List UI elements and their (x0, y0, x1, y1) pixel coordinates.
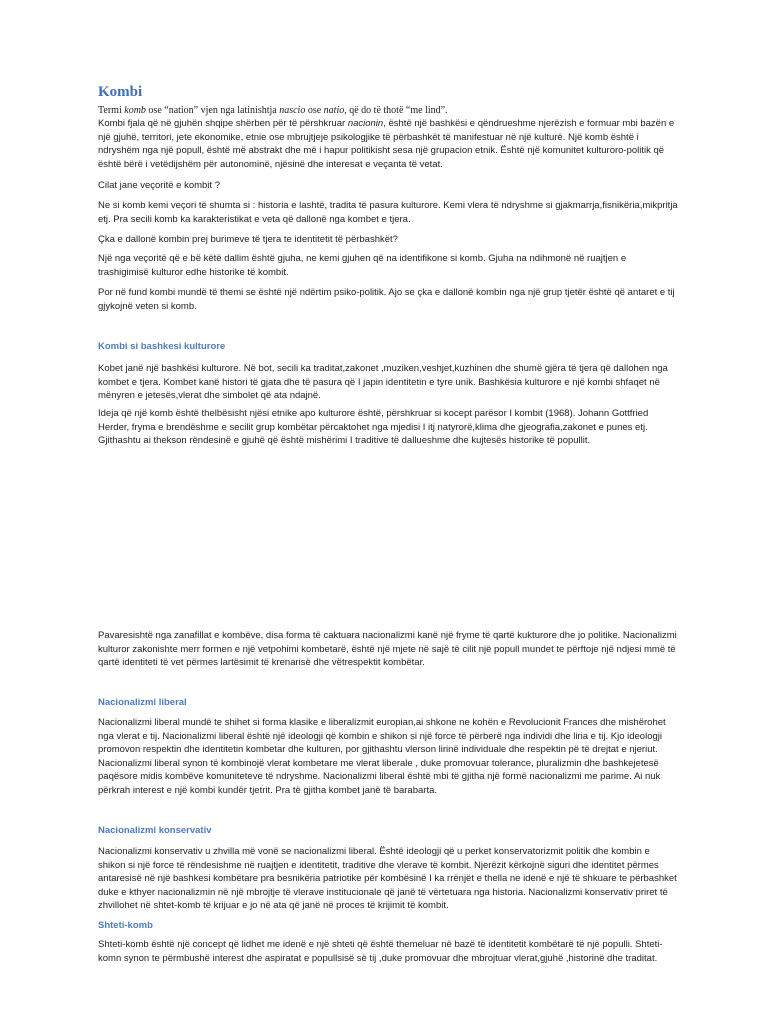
paragraph-herder: Ideja që një komb është thelbësisht njësi etnike apo kulturore është, përshkruar si kocept parësor I kombit (1968). Johann Gottfried Herder, fryma e brendëshme e secilit grup kombëtar përcaktohet nga mjedisi I itj natyrorë,klima dhe gjeografia,zakonet e punes etj. Gjithashtu ai thekson rëndesinë e gjuhë që është mishërimi I traditive të dallueshme dhe kujtesës historike të popullit. (98, 408, 649, 446)
heading-conservative-nationalism: Nacionalizmi konservativ (98, 825, 212, 836)
paragraph-features: Ne si komb kemi veçori të shumta si : historia e lashtë, tradita të pasura kulturore. Kemi vlera të ndryshme si gjakmarrja,fisnikëria,mikpritja etj. Pra secili komb ka karakteristikat e veta që dallonë nga kombet e tjera. (98, 200, 678, 225)
intro-paragraph-2 (98, 117, 678, 171)
intro-text: , është një bashkësi e qëndrueshme njerëzish e formuar mbi bazën e një gjuhë, territori, jete ekonomike, etnie ose mbrujtjeje psikologjike të përbashkët të manifestuar në një kulturë. Një komb është i ndryshëm nga një popull, është më abstrakt dhe më i hapur politikisht sesa një grupacion etnik. Është një komunitet kulturoro-politik që është bërë i vetëdijshëm për autonominë, njësinë dhe interesat e veçanta të vetat. (98, 118, 675, 170)
heading-liberal-nationalism: Nacionalizmi liberal (98, 697, 187, 708)
intro-text: Kombi fjala që në gjuhën shqipe shërben për të përshkruar (98, 118, 348, 129)
term-nacionin: nacionin (347, 118, 384, 129)
paragraph-cultural-community: Kobet janë një bashkësi kulturore. Në bot, secili ka traditat,zakonet ,muziken,veshjet,kuzhinen dhe shumë gjëra të tjera që dallohen nga kombet e tjera. Kombet kanë histori të gjata dhe të pasura që I japin identitetin e tyre unik. Bashkësia kulturore e një kombi shfaqet në mënyren e jetesës,vlerat dhe simbolet që ata ndajnë. (98, 363, 668, 401)
question-difference: Çka e dallonë kombin prej burimeve të tjera te identitetit të përbashkët? (98, 234, 398, 245)
paragraph-liberal-nationalism: Nacionalizmi liberal mundë te shihet si forma klasike e liberalizmit europian,ai shkone ne kohën e Revolucionit Frances dhe mishërohet nga vlerat e tij. Nacionalizmi liberal është një ideologji që kombin e shikon si një force të përberë nga individi dhe liria e tij. Kjo ideologji promovon respektin dhe identitetin kombetar dhe kulturen, por gjithashtu vlerson lirinë individuale dhe respektin pë të drejtat e njeriut. Nacionalizmi liberal synon të kombinojë vlerat kombetare me vlerat liberale , duke promovuar tolerance, pluralizmin dhe bashkejetesë paqësore midis kombëve komuniteteve të ndryshme. Nacionalizmi liberal është mbi të gjitha një formë nacionalizmi me parime. Ai nuk përkrah interest e një kombi kundër tjetrit. Pra të gjitha kombet janë të barabarta. (98, 717, 666, 796)
term-natio: natio (323, 105, 345, 116)
intro-text: , që do të thotë “me lind”. (344, 105, 448, 116)
term-nascio: nascio (279, 105, 306, 116)
intro-section (98, 104, 678, 171)
heading-nation-state: Shteti-komb (98, 920, 153, 931)
page-title: Kombi (98, 84, 143, 100)
heading-cultural-community: Kombi si bashkesi kulturore (98, 341, 226, 352)
paragraph-psycho-political: Por në fund kombi mundë të themi se është një ndërtim psiko-politik. Ajo se çka e dallonë kombin nga një grup tjetër është që antaret e tij gjykojnë veten si komb. (98, 287, 675, 312)
paragraph-conservative-nationalism: Nacionalizmi konservativ u zhvilla më vonë se nacionalizmi liberal. Është ideologji që u perket konservatorizmit politik dhe kombin e shikon si një force të rëndesishme në ruajtjen e identitetit, traditive dhe vlerave të kombit. Njerëzit kërkojnë siguri dhe identitet përmes antaresisë në një bashkesi kombëtare pra besnikëria patriotike për kombësinë I ka rrënjët e thella ne idenë e një të shkuare te përbashket duke e kthyer nacionalizmin në një mbrojtje të vlerave institucionale që janë të vërtetuara nga historia. Nacionalizmi konservativ priret të zhvillohet në shtet-komb të krijuar e jo në ata që janë në proces të krijimit të kombit. (98, 846, 677, 911)
term-komb: komb (124, 105, 146, 116)
intro-text: Termi (98, 105, 125, 116)
intro-text: ose “nation” vjen nga latinishtja (145, 105, 280, 116)
paragraph-cultural-nationalism: Pavaresishtë nga zanafillat e kombëve, disa forma të caktuara nacionalizmi kanë një fryme të qartë kukturore dhe jo politike. Nacionalizmi kulturor zakonishte merr formen e një vetpohimi kombetarë, është një mjete në sajë të cilit një popull mundet te përftoje një ndjesi mmë të qartë identiteti të vet përmes lartësimit të krenarisë dhe vëtrespektit kombëtar. (98, 630, 677, 668)
intro-paragraph-1 (98, 104, 678, 117)
intro-text: ose (305, 105, 324, 116)
question-features: Cilat jane veçoritë e kombit ? (98, 180, 220, 191)
paragraph-nation-state: Shteti-komb është një concept që lidhet me idenë e një shteti që është themeluar në bazë të identitetit kombëtarë të një populli. Shteti-komn synon te përmbushë interest dhe aspiratat e popullsisë së tij ,duke promovuar dhe mbrojtuar vlerat,gjuhë ,historinë dhe traditat. (98, 939, 663, 964)
paragraph-language: Një nga veçoritë që e bë këtë dallim është gjuha, ne kemi gjuhen që na identifikone si komb. Gjuha na ndihmonë në ruajtjen e trashigimisë kulturor edhe historike të kombit. (98, 253, 627, 278)
